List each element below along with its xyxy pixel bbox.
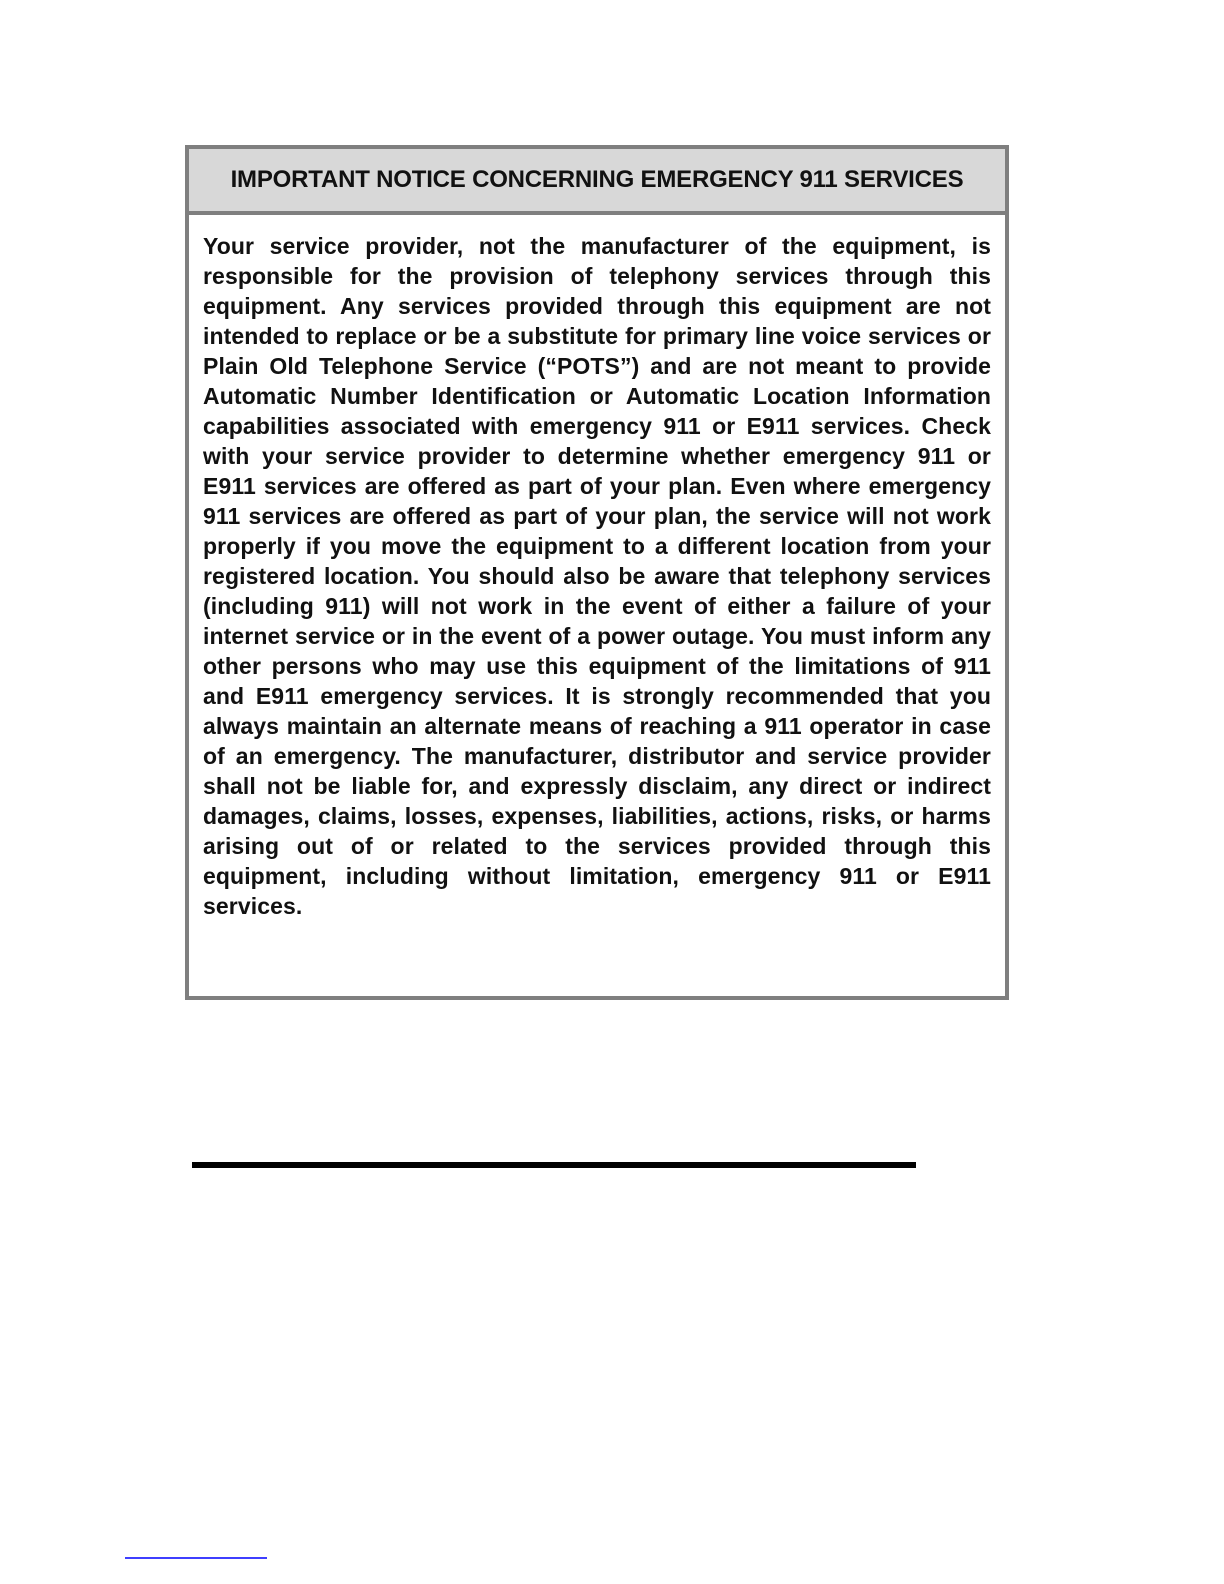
horizontal-rule bbox=[192, 1162, 916, 1168]
notice-heading: IMPORTANT NOTICE CONCERNING EMERGENCY 911 SERVICES bbox=[189, 149, 1005, 215]
notice-body-text: Your service provider, not the manufacturer of the equipment, is responsible for the provision of telephony services through this equipment. Any services provided through this equipment are not intended to replace or be a substitute for primary line voice services or Plain Old Telephone Service (“POTS”) and are not meant to provide Automatic Number Identification or Automatic Location Information capabilities associated with emergency 911 or E911 services. Check with your service provider to determine whether emergency 911 or E911 services are offered as part of your plan. Even where emergency 911 services are offered as part of your plan, the service will not work properly if you move the equipment to a different location from your registered location. You should also be aware that telephony services (including 911) will not work in the event of either a failure of your internet service or in the event of a power outage. You must inform any other persons who may use this equipment of the limitations of 911 and E911 emergency services. It is strongly recommended that you always maintain an alternate means of reaching a 911 operator in case of an emergency. The manufacturer, distributor and service provider shall not be liable for, and expressly disclaim, any direct or indirect damages, claims, losses, expenses, liabilities, actions, risks, or harms arising out of or related to the services provided through this equipment, including without limitation, emergency 911 or E911 services. bbox=[203, 233, 991, 919]
footnote-rule bbox=[125, 1557, 267, 1559]
emergency-notice-box bbox=[185, 145, 1009, 1000]
